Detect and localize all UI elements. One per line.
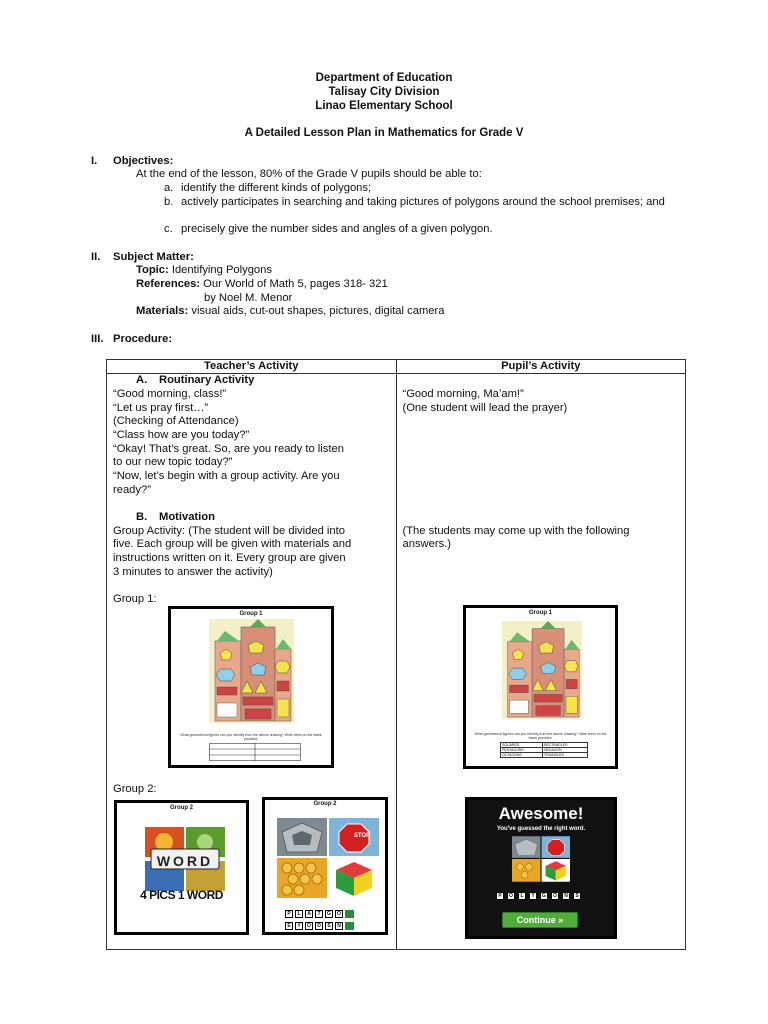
answer-letter-tile: L: [518, 892, 526, 900]
motivation-heading: Motivation: [159, 511, 215, 523]
topic-label: Topic:: [136, 264, 169, 276]
answer-cell: PENTAGONS: [501, 748, 543, 753]
answer-cell: OCTAGONS: [501, 753, 543, 758]
teacher-line: to our new topic today?”: [113, 456, 233, 468]
letter-tile[interactable]: Y: [295, 922, 303, 930]
teacher-line: “Good morning, class!”: [113, 388, 227, 400]
department-line: Department of Education: [315, 72, 453, 84]
lesson-title: A Detailed Lesson Plan in Mathematics for Grade V: [244, 127, 524, 139]
stop-sign-text: STOP: [353, 833, 371, 839]
teacher-line: ready?”: [113, 484, 151, 496]
objective-b-text: actively participates in searching and taking pictures of polygons around the school premises; and: [181, 196, 665, 208]
answer-letters: [496, 892, 581, 900]
worksheet-instruction: What geometrical figures can you identify from the above drawing? Write them on the blank provided.: [474, 732, 607, 740]
hint-icon[interactable]: [345, 922, 354, 930]
references-value: Our World of Math 5, pages 318- 321: [203, 278, 388, 290]
objectives-intro: At the end of the lesson, 80% of the Grade V pupils should be able to:: [136, 168, 482, 180]
worksheet-title: Group 1: [528, 610, 552, 616]
objective-a-letter: a.: [164, 182, 174, 194]
group1-worksheet: [168, 606, 334, 768]
worksheet-instruction: What geometrical figures can you identify from the above drawing? Write them on the blank provided.: [180, 733, 322, 741]
references-label: References:: [136, 278, 201, 290]
objectives-heading: Objectives:: [113, 155, 174, 167]
teacher-line: “Okay! That’s great. So, are you ready to listen: [113, 443, 344, 455]
letter-tile[interactable]: D: [315, 922, 323, 930]
pupil-answer-line: answers.): [402, 538, 451, 550]
pupil-line: (One student will lead the prayer): [402, 402, 568, 414]
letter-tile[interactable]: L: [295, 910, 303, 918]
awesome-subtitle: You've guessed the right word.: [496, 826, 586, 832]
letter-tile[interactable]: O: [335, 910, 343, 918]
answer-letter-tile: P: [496, 892, 504, 900]
letter-row-2: [285, 922, 354, 930]
answer-cell: HEXAGON: [543, 748, 588, 753]
procedure-heading: Procedure:: [113, 333, 173, 345]
group2-logo-worksheet: [114, 800, 249, 935]
routinary-letter: A.: [136, 374, 148, 386]
group1-answer-worksheet: [463, 605, 618, 769]
worksheet-title: Group 2: [169, 805, 193, 811]
four-pictures-grid: [512, 836, 570, 882]
topic-line: [136, 264, 272, 276]
answer-cell: RECTANGLES: [543, 743, 588, 748]
objective-c-text: precisely give the number sides and angles of a given polygon.: [181, 223, 493, 235]
worksheet-title: Group 2: [313, 801, 337, 807]
letter-tile[interactable]: O: [305, 922, 313, 930]
word-logo: WORD: [156, 853, 214, 869]
continue-button[interactable]: Continue »: [502, 912, 578, 928]
materials-value: visual aids, cut-out shapes, pictures, digital camera: [191, 305, 445, 317]
materials-line: [136, 305, 444, 317]
group2-label: Group 2:: [113, 783, 157, 795]
hint-icon[interactable]: [345, 910, 354, 918]
references-author: by Noel M. Menor: [204, 292, 293, 304]
teacher-column-header: Teacher’s Activity: [107, 360, 397, 374]
teacher-line: (Checking of Attendance): [113, 415, 239, 427]
answer-letter-tile: G: [540, 892, 548, 900]
letter-tile[interactable]: P: [285, 910, 293, 918]
teacher-line: “Let us pray first…”: [113, 402, 209, 414]
procedure-number: III.: [91, 333, 104, 345]
teacher-line: “Class how are you today?”: [113, 429, 250, 441]
subject-number: II.: [91, 251, 101, 263]
group2-pictures-worksheet: [262, 797, 388, 935]
four-pictures-grid: [277, 818, 379, 898]
subject-heading: Subject Matter:: [113, 251, 194, 263]
awesome-title: Awesome!: [498, 804, 584, 823]
letter-row-1: [285, 910, 354, 918]
letter-tile[interactable]: E: [285, 922, 293, 930]
pupil-line: “Good morning, Ma’am!”: [402, 388, 524, 400]
answer-cell: SQUARES: [501, 743, 543, 748]
letter-tile[interactable]: S: [325, 922, 333, 930]
letter-tile[interactable]: N: [335, 922, 343, 930]
polygon-building-drawing: [502, 618, 582, 722]
answer-letter-tile: Y: [529, 892, 537, 900]
group1-label: Group 1:: [113, 593, 157, 605]
motivation-line: instructions written on it. Every group are given: [113, 552, 346, 564]
materials-label: Materials:: [136, 305, 189, 317]
motivation-line: five. Each group will be given with materials and: [113, 538, 352, 550]
blank-answer-table: [209, 743, 301, 761]
worksheet-title: Group 1: [239, 611, 263, 617]
answer-letter-tile: N: [562, 892, 570, 900]
objectives-number: I.: [91, 155, 98, 167]
topic-value: Identifying Polygons: [171, 264, 272, 276]
answer-letter-tile: O: [507, 892, 515, 900]
school-line: Linao Elementary School: [315, 100, 453, 112]
letter-tile[interactable]: G: [325, 910, 333, 918]
motivation-letter: B.: [136, 511, 148, 523]
polygon-building-drawing: [209, 619, 294, 723]
motivation-line: 3 minutes to answer the activity): [113, 566, 273, 578]
motivation-line: Group Activity: (The student will be divided into: [113, 525, 345, 537]
pupil-answer-line: (The students may come up with the following: [402, 525, 630, 537]
game-name: 4 PICS 1 WORD: [140, 888, 223, 902]
objective-b-letter: b.: [164, 196, 174, 208]
references-line: [136, 278, 388, 290]
answer-letter-tile: S: [573, 892, 581, 900]
pupil-column-header: Pupil’s Activity: [396, 360, 686, 374]
awesome-answer-screen: [465, 797, 617, 939]
letter-tile[interactable]: T: [315, 910, 323, 918]
objective-c-letter: c.: [164, 223, 173, 235]
answer-cell: TRIANGLES: [543, 753, 588, 758]
objective-a-text: identify the different kinds of polygons;: [181, 182, 372, 194]
answer-table: [500, 742, 588, 758]
letter-tile[interactable]: A: [305, 910, 313, 918]
division-line: Talisay City Division: [328, 86, 440, 98]
teacher-line: “Now, let’s begin with a group activity. Are you: [113, 470, 340, 482]
answer-letter-tile: O: [551, 892, 559, 900]
routinary-heading: Routinary Activity: [159, 374, 255, 386]
